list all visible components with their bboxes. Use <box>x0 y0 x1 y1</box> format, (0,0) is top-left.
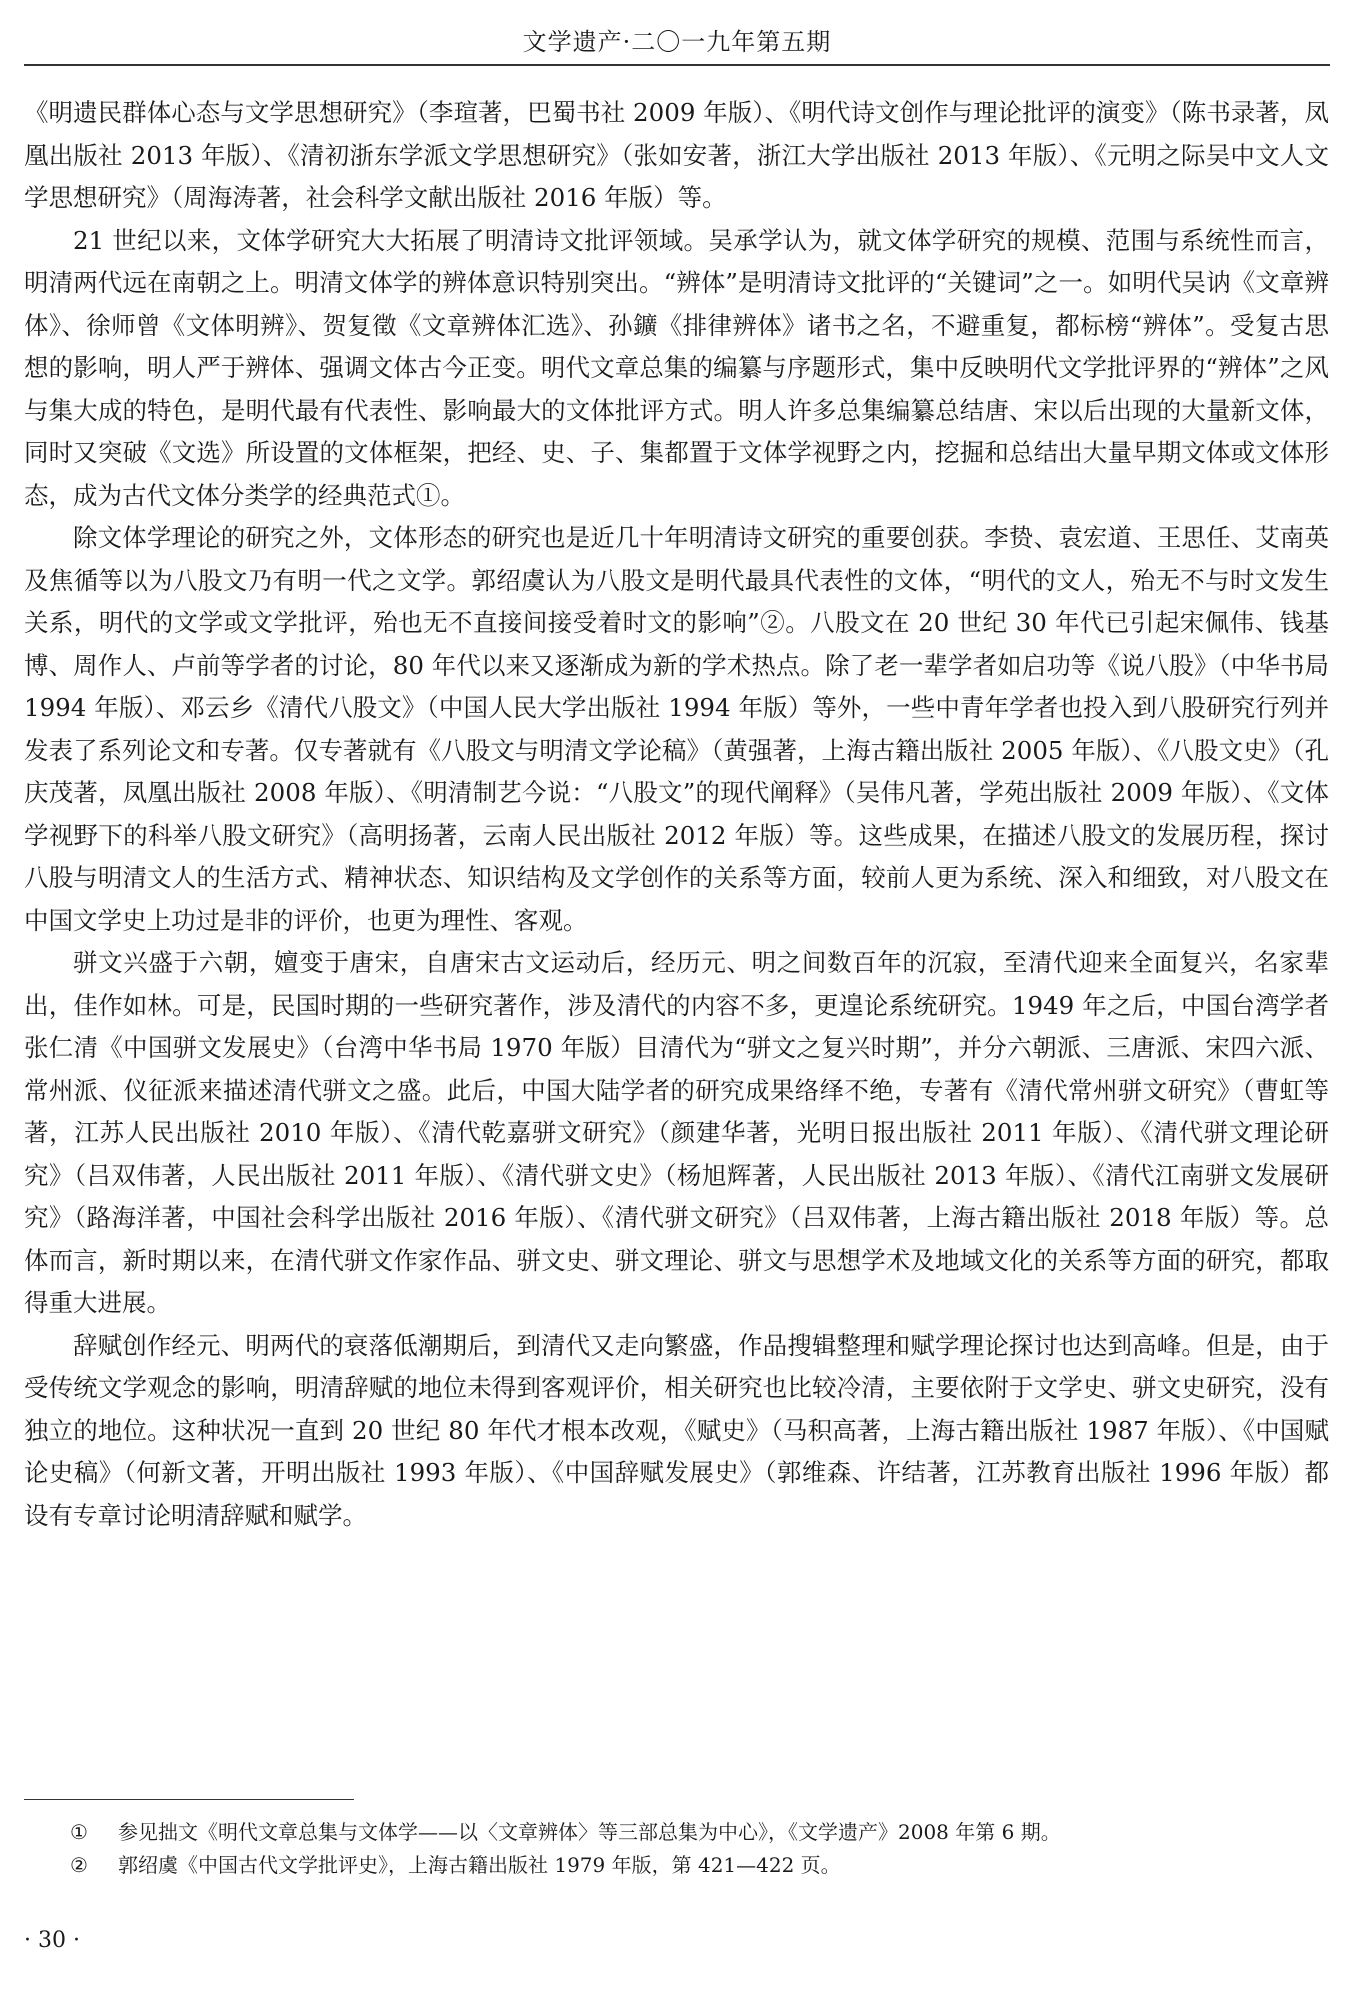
footnote-mark: ② <box>70 1853 88 1877</box>
paragraph: 21 世纪以来，文体学研究大大拓展了明清诗文批评领域。吴承学认为，就文体学研究的规模、范围与系统性而言，明清两代远在南朝之上。明清文体学的辨体意识特别突出。“辨体”是明清诗文批评的“关键词”之一。如明代吴讷《文章辨体》、徐师曾《文体明辨》、贺复徵《文章辨体汇选》、孙鑛《排律辨体》诸书之名，不避重复，都标榜“辨体”。受复古思想的影响，明人严于辨体、强调文体古今正变。明代文章总集的编纂与序题形式，集中反映明代文学批评界的“辨体”之风与集大成的特色，是明代最有代表性、影响最大的文体批评方式。明人许多总集编纂总结唐、宋以后出现的大量新文体，同时又突破《文选》所设置的文体框架，把经、史、子、集都置于文体学视野之内，挖掘和总结出大量早期文体或文体形态，成为古代文体分类学的经典范式①。 <box>24 225 1329 510</box>
footnote <box>70 1816 1330 1849</box>
footnote-text: 郭绍虞《中国古代文学批评史》，上海古籍出版社 1979 年版，第 421—422 页。 <box>118 1853 841 1877</box>
paragraph: 骈文兴盛于六朝，嬗变于唐宋，自唐宋古文运动后，经历元、明之间数百年的沉寂，至清代迎来全面复兴，名家辈出，佳作如林。可是，民国时期的一些研究著作，涉及清代的内容不多，更遑论系统研究。1949 年之后，中国台湾学者张仁清《中国骈文发展史》（台湾中华书局 1970 年版）目清代为“骈文之复兴时期”，并分六朝派、三唐派、宋四六派、常州派、仪征派来描述清代骈文之盛。此后，中国大陆学者的研究成果络绎不绝，专著有《清代常州骈文研究》（曹虹等著，江苏人民出版社 2010 年版）、《清代乾嘉骈文研究》（颜建华著，光明日报出版社 2011 年版）、《清代骈文理论研究》（吕双伟著，人民出版社 2011 年版）、《清代骈文史》（杨旭辉著，人民出版社 2013 年版）、《清代江南骈文发展研究》（路海洋著，中国社会科学出版社 2016 年版）、《清代骈文研究》（吕双伟著，上海古籍出版社 2018 年版）等。总体而言，新时期以来，在清代骈文作家作品、骈文史、骈文理论、骈文与思想学术及地域文化的关系等方面的研究，都取得重大进展。 <box>24 948 1329 1317</box>
footnote-rule <box>24 1799 354 1800</box>
footnotes <box>70 1816 1330 1882</box>
paragraph-continued: 《明遗民群体心态与文学思想研究》（李瑄著，巴蜀书社 2009 年版）、《明代诗文创作与理论批评的演变》（陈书录著，凤凰出版社 2013 年版）、《清初浙东学派文学思想研究》（张如安著，浙江大学出版社 2013 年版）、《元明之际吴中文人文学思想研究》（周海涛著，社会科学文献出版社 2016 年版）等。 <box>24 98 1329 212</box>
footnote-mark: ① <box>70 1820 88 1844</box>
header-rule <box>24 64 1330 66</box>
footnote-text: 参见拙文《明代文章总集与文体学——以〈文章辨体〉等三部总集为中心》，《文学遗产》2008 年第 6 期。 <box>118 1820 1061 1844</box>
running-header: 文学遗产·二〇一九年第五期 <box>522 28 832 56</box>
article-body <box>24 92 1329 1537</box>
paragraph: 辞赋创作经元、明两代的衰落低潮期后，到清代又走向繁盛，作品搜辑整理和赋学理论探讨也达到高峰。但是，由于受传统文学观念的影响，明清辞赋的地位未得到客观评价，相关研究也比较冷清，主要依附于文学史、骈文史研究，没有独立的地位。这种状况一直到 20 世纪 80 年代才根本改观，《赋史》（马积高著，上海古籍出版社 1987 年版）、《中国赋论史稿》（何新文著，开明出版社 1993 年版）、《中国辞赋发展史》（郭维森、许结著，江苏教育出版社 1996 年版）都设有专章讨论明清辞赋和赋学。 <box>24 1330 1329 1530</box>
footnote <box>70 1849 1330 1882</box>
paragraph: 除文体学理论的研究之外，文体形态的研究也是近几十年明清诗文研究的重要创获。李贽、袁宏道、王思任、艾南英及焦循等以为八股文乃有明一代之文学。郭绍虞认为八股文是明代最具代表性的文体，“明代的文人，殆无不与时文发生关系，明代的文学或文学批评，殆也无不直接间接受着时文的影响”②。八股文在 20 世纪 30 年代已引起宋佩伟、钱基博、周作人、卢前等学者的讨论，80 年代以来又逐渐成为新的学术热点。除了老一辈学者如启功等《说八股》（中华书局 1994 年版）、邓云乡《清代八股文》（中国人民大学出版社 1994 年版）等外，一些中青年学者也投入到八股研究行列并发表了系列论文和专著。仅专著就有《八股文与明清文学论稿》（黄强著，上海古籍出版社 2005 年版）、《八股文史》（孔庆茂著，凤凰出版社 2008 年版）、《明清制艺今说：“八股文”的现代阐释》（吴伟凡著，学苑出版社 2009 年版）、《文体学视野下的科举八股文研究》（高明扬著，云南人民出版社 2012 年版）等。这些成果，在描述八股文的发展历程，探讨八股与明清文人的生活方式、精神状态、知识结构及文学创作的关系等方面，较前人更为系统、深入和细致，对八股文在中国文学史上功过是非的评价，也更为理性、客观。 <box>24 523 1329 935</box>
page-number: · 30 · <box>24 1928 80 1953</box>
